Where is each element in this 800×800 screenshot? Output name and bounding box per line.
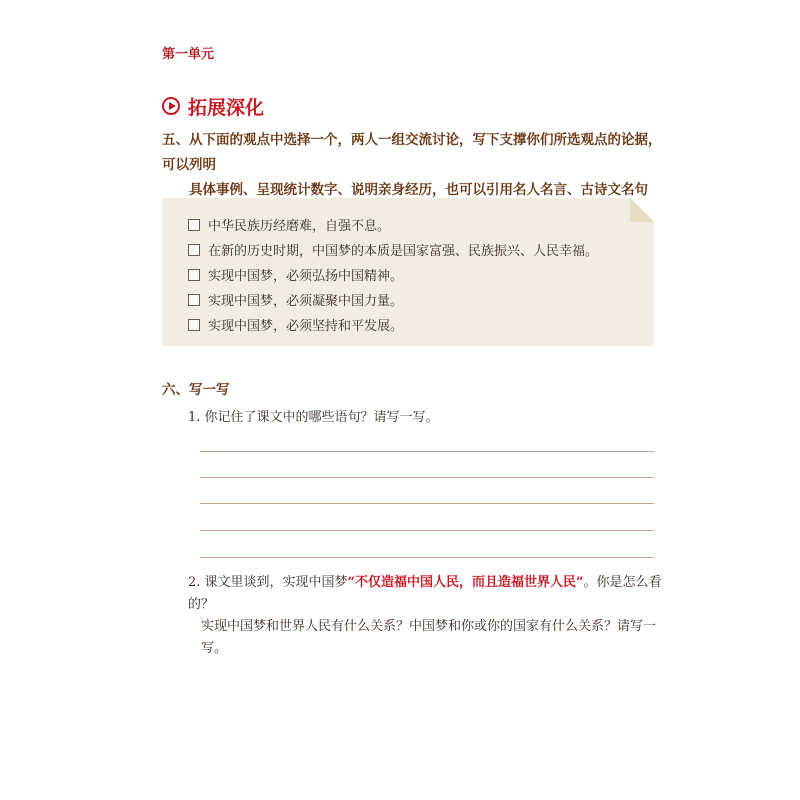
question-6-title: 六、写一写	[162, 382, 230, 398]
option-item[interactable]	[188, 312, 598, 337]
checkbox[interactable]	[188, 219, 200, 231]
option-label: 实现中国梦，必须凝聚中国力量。	[208, 294, 404, 309]
item-2-suffix: 。你是怎么看的？	[188, 575, 662, 612]
question-6-item-1: 1. 你记住了课文中的哪些语句？请写一写。	[188, 410, 439, 425]
writing-line[interactable]	[200, 477, 654, 478]
item-2-line-2: 实现中国梦和世界人民有什么关系？中国梦和你或你的国家有什么关系？请写一写。	[201, 619, 657, 656]
option-item[interactable]	[188, 287, 598, 312]
item-2-quote: “不仅造福中国人民，而且造福世界人民”	[347, 575, 584, 590]
writing-line[interactable]	[200, 451, 654, 452]
option-item[interactable]	[188, 262, 598, 287]
writing-line[interactable]	[200, 557, 654, 558]
writing-line[interactable]	[200, 503, 654, 504]
item-2-prefix: 2. 课文里谈到，实现中国梦	[188, 575, 348, 590]
section-title: 拓展深化	[188, 96, 265, 119]
options-list	[188, 212, 598, 337]
option-label: 实现中国梦，必须坚持和平发展。	[208, 319, 404, 334]
play-circle-icon	[162, 97, 180, 115]
option-label: 在新的历史时期，中国梦的本质是国家富强、民族振兴、人民幸福。	[208, 244, 599, 259]
option-item[interactable]	[188, 212, 598, 237]
option-label: 中华民族历经磨难，自强不息。	[208, 219, 391, 234]
unit-title: 第一单元	[162, 47, 215, 62]
question-5-line-1: 五、从下面的观点中选择一个，两人一组交流讨论，写下支撑你们所选观点的论据，可以列明	[162, 132, 662, 173]
checkbox[interactable]	[188, 244, 200, 256]
checkbox[interactable]	[188, 294, 200, 306]
option-label: 实现中国梦，必须弘扬中国精神。	[208, 269, 404, 284]
folded-corner	[630, 198, 654, 222]
writing-line[interactable]	[200, 530, 654, 531]
option-item[interactable]	[188, 237, 598, 262]
question-5-line-2: 具体事例、呈现统计数字、说明亲身经历，也可以引用名人名言、古诗文名句	[189, 182, 648, 198]
question-6-item-2	[188, 572, 668, 660]
checkbox[interactable]	[188, 319, 200, 331]
section-heading	[162, 92, 264, 120]
checkbox[interactable]	[188, 269, 200, 281]
